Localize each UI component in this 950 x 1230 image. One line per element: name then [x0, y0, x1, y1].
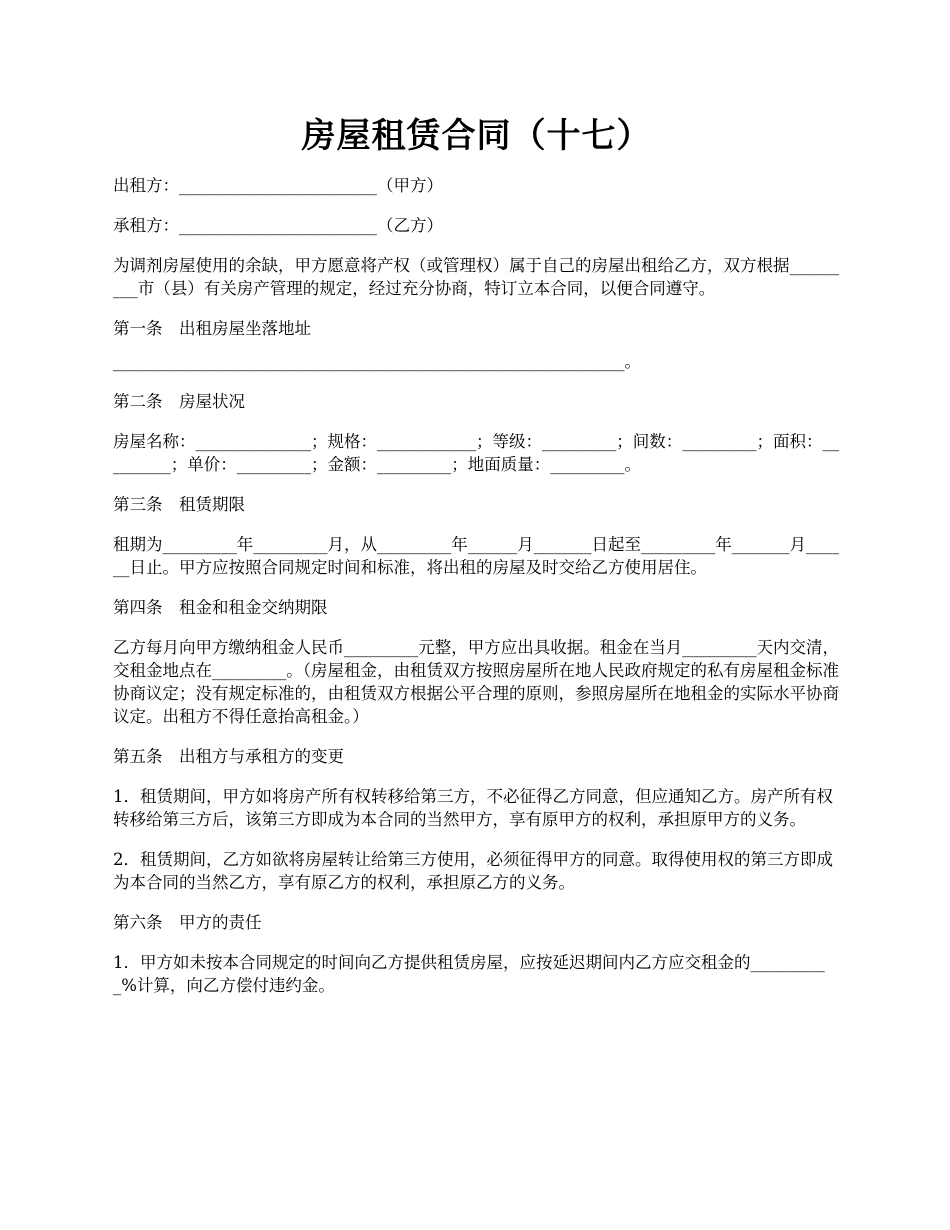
article-6-heading: 第六条 甲方的责任	[113, 913, 262, 932]
document-page	[113, 110, 840, 1014]
article-2-house-details: 房屋名称：______________；规格：____________；等级：_________；间数：_________；面积：_________；单价：_________；金额：_________；地面质量：_________。	[113, 432, 839, 474]
preamble-paragraph: 为调剂房屋使用的余缺，甲方愿意将产权（或管理权）属于自己的房屋出租给乙方，双方根据_________市（县）有关房产管理的规定，经过充分协商，特订立本合同，以便合同遵守。	[113, 256, 839, 298]
article-3-heading: 第三条 租赁期限	[113, 495, 245, 514]
article-1-address-blank: ______________________________________________________________。	[113, 352, 641, 371]
article-4-heading: 第四条 租金和租金交纳期限	[113, 598, 328, 617]
lessee-line: 承租方：________________________（乙方）	[113, 216, 443, 235]
article-4-rent-payment: 乙方每月向甲方缴纳租金人民币_________元整，甲方应出具收据。租金在当月_________天内交清，交租金地点在_________。（房屋租金，由租赁双方按照房屋所在地人民政府规定的私有房屋租金标准协商议定；没有规定标准的，由租赁双方根据公平合理的原则，参照房屋所在地租金的实际水平协商议定。出租方不得任意抬高租金。）	[113, 638, 839, 726]
article-5-clause-2: 2．租赁期间，乙方如欲将房屋转让给第三方使用，必须征得甲方的同意。取得使用权的第三方即成为本合同的当然乙方，享有原乙方的权利，承担原乙方的义务。	[113, 850, 833, 892]
article-1-heading: 第一条 出租房屋坐落地址	[113, 319, 311, 338]
article-2-heading: 第二条 房屋状况	[113, 392, 245, 411]
article-6-clause-1: 1．甲方如未按本合同规定的时间向乙方提供租赁房屋，应按延迟期间内乙方应交租金的__________%计算，向乙方偿付违约金。	[113, 953, 825, 995]
article-5-clause-1: 1．租赁期间，甲方如将房产所有权转移给第三方，不必征得乙方同意，但应通知乙方。房产所有权转移给第三方后，该第三方即成为本合同的当然甲方，享有原甲方的权利，承担原甲方的义务。	[113, 787, 833, 829]
article-5-heading: 第五条 出租方与承租方的变更	[113, 747, 344, 766]
article-3-lease-term: 租期为_________年_________月，从_________年______月_______日起至_________年_______月______日止。甲方应按照合同规定时间和标准，将出租的房屋及时交给乙方使用居住。	[113, 535, 839, 577]
document-title: 房屋租赁合同（十七）	[301, 116, 652, 156]
lessor-line: 出租方：________________________（甲方）	[113, 176, 443, 195]
